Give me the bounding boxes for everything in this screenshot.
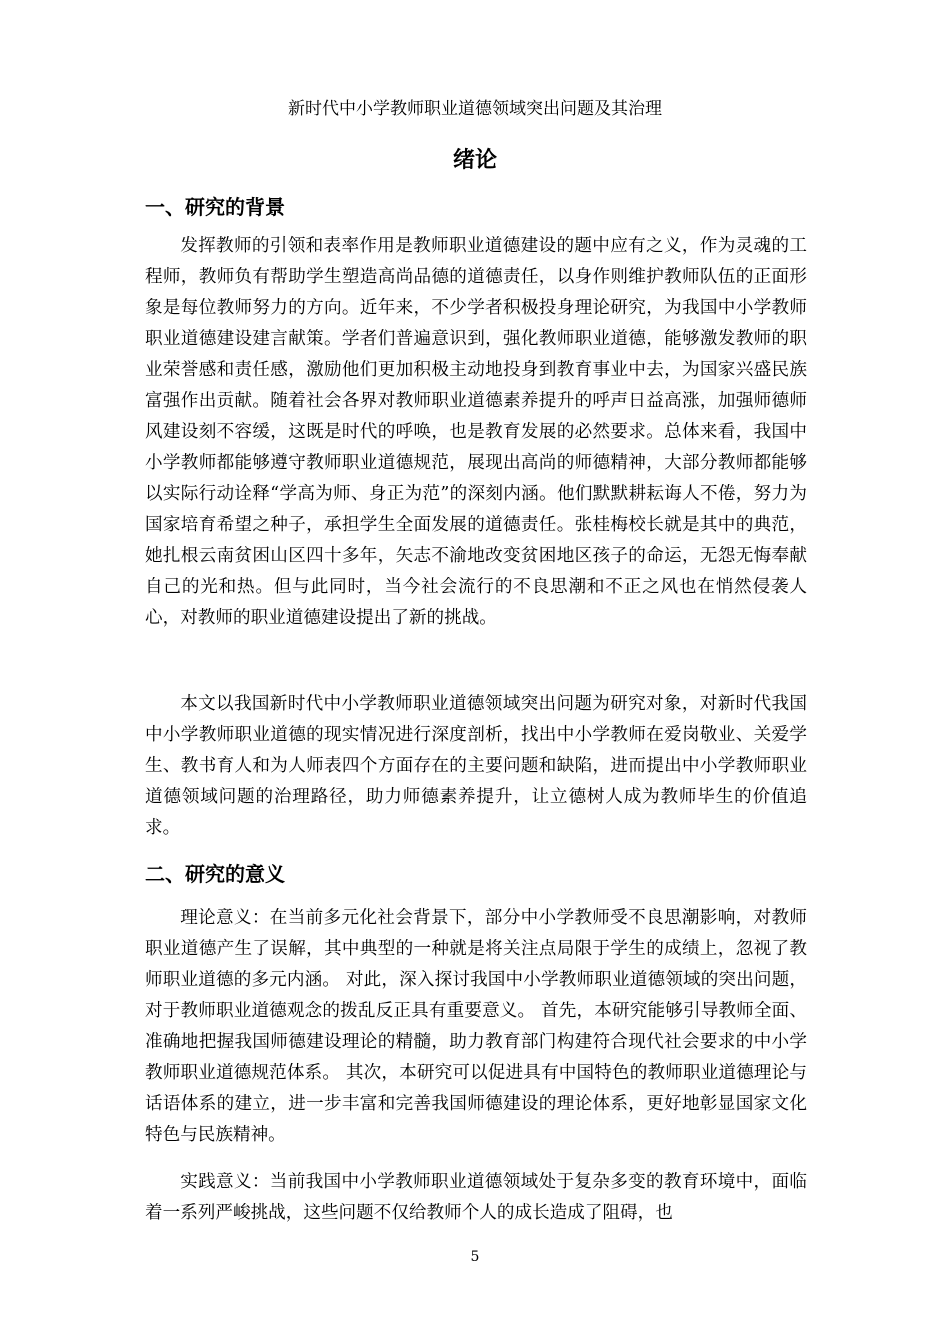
section-heading-background: 一、研究的背景 bbox=[145, 195, 285, 219]
page-number: 5 bbox=[470, 1249, 480, 1265]
chapter-title: 绪论 bbox=[452, 148, 497, 173]
running-header: 新时代中小学教师职业道德领域突出问题及其治理 bbox=[288, 99, 662, 119]
paragraph-background-1: 发挥教师的引领和表率作用是教师职业道德建设的题中应有之义，作为灵魂的工程师，教师负有帮助学生塑造高尚品德的道德责任，以身作则维护教师队伍的正面形象是每位教师努力的方向。近年来，不少学者积极投身理论研究，为我国中小学教师职业道德建设建言献策。学者们普遍意识到，强化教师职业道德，能够激发教师的职业荣誉感和责任感，激励他们更加积极主动地投身到教育事业中去，为国家兴盛民族富强作出贡献。随着社会各界对教师职业道德素养提升的呼声日益高涨，加强师德师风建设刻不容缓，这既是时代的呼唤，也是教育发展的必然要求。总体来看，我国中小学教师都能够遵守教师职业道德规范，展现出高尚的师德精神，大部分教师都能够以实际行动诠释“学高为师、身正为范”的深刻内涵。他们默默耕耘诲人不倦，努力为国家培育希望之种子，承担学生全面发展的道德责任。张桂梅校长就是其中的典范，她扎根云南贫困山区四十多年，矢志不渝地改变贫困地区孩子的命运，无怨无悔奉献自己的光和热。但与此同时，当今社会流行的不良思潮和不正之风也在悄然侵袭人心，对教师的职业道德建设提出了新的挑战。 bbox=[145, 236, 807, 628]
paragraph-theoretical-significance: 理论意义：在当前多元化社会背景下，部分中小学教师受不良思潮影响，对教师职业道德产生了误解，其中典型的一种就是将关注点局限于学生的成绩上，忽视了教师职业道德的多元内涵。 对此，深入探讨我国中小学教师职业道德领域的突出问题，对于教师职业道德观念的拨乱反正具有重要意义。 首先，本研究能够引导教师全面、准确地把握我国师德建设理论的精髓，助力教育部门构建符合现代社会要求的中小学教师职业道德规范体系。 其次，本研究可以促进具有中国特色的教师职业道德理论与话语体系的建立，进一步丰富和完善我国师德建设的理论体系，更好地彰显国家文化特色与民族精神。 bbox=[145, 908, 807, 1145]
section-heading-significance: 二、研究的意义 bbox=[145, 862, 285, 886]
paragraph-practical-significance: 实践意义：当前我国中小学教师职业道德领域处于复杂多变的教育环境中，面临着一系列严峻挑战，这些问题不仅给教师个人的成长造成了阻碍，也 bbox=[145, 1172, 807, 1223]
paragraph-background-2: 本文以我国新时代中小学教师职业道德领域突出问题为研究对象，对新时代我国中小学教师职业道德的现实情况进行深度剖析，找出中小学教师在爱岗敬业、关爱学生、教书育人和为人师表四个方面存在的主要问题和缺陷，进而提出中小学教师职业道德领域问题的治理路径，助力师德素养提升，让立德树人成为教师毕生的价值追求。 bbox=[145, 694, 807, 838]
